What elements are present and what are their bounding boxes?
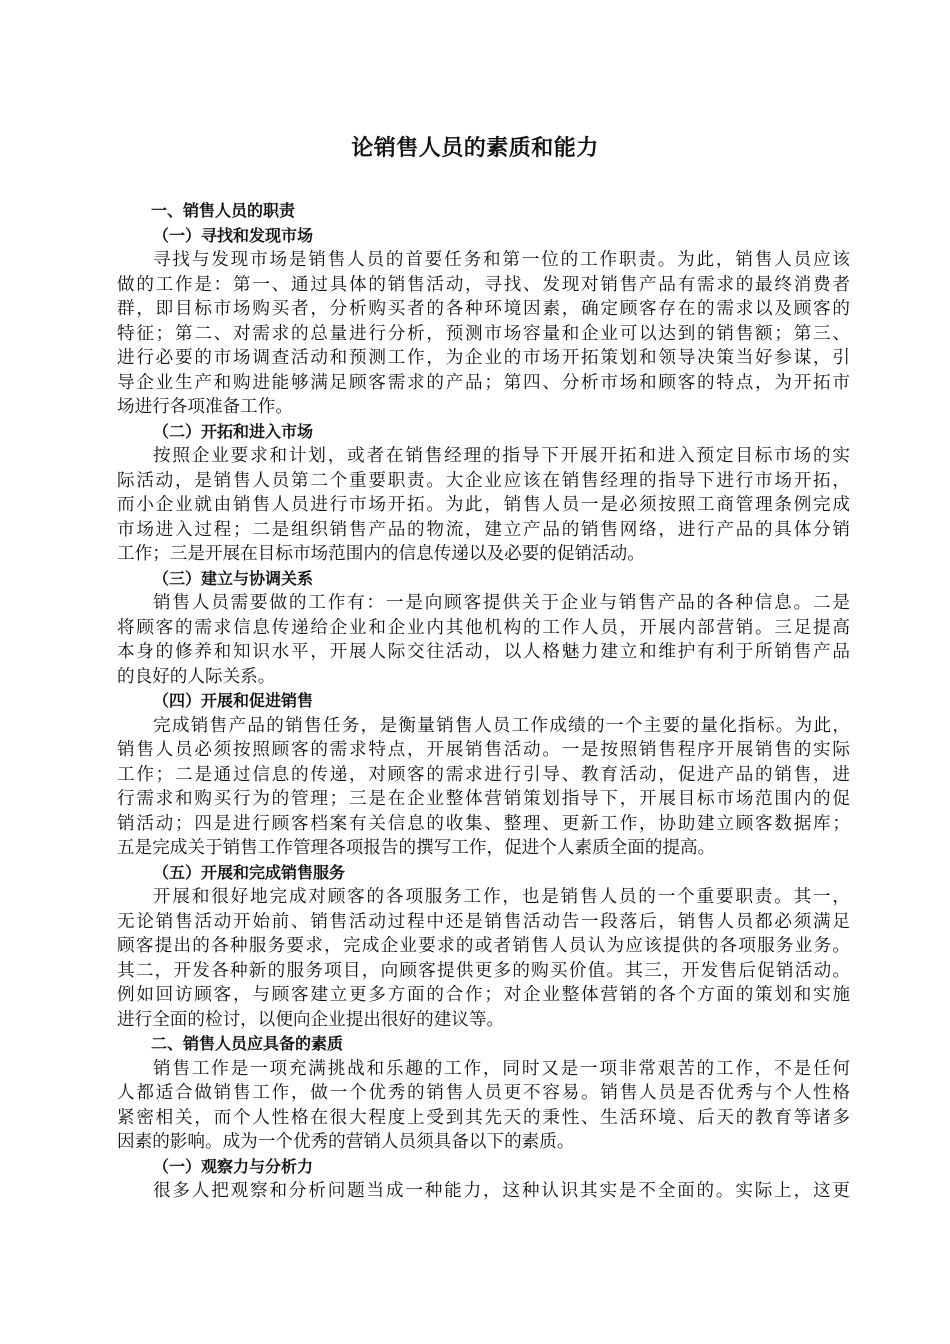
paragraph-line: 工作；二是通过信息的传递，对顾客的需求进行引导、教育活动，促进产品的销售，进: [117, 764, 850, 785]
paragraph-line: 人都适合做销售工作，做一个优秀的销售人员更不容易。销售人员是否优秀与个人性格: [117, 1083, 850, 1103]
paragraph-line: 顾客提出的各种服务要求，完成企业要求的或者销售人员认为应该提供的各项服务业务。: [117, 936, 850, 956]
paragraph-line: 五是完成关于销售工作管理各项报告的撰写工作，促进个人素质全面的提高。: [117, 838, 716, 858]
paragraph-first-line: 很多人把观察和分析问题当成一种能力，这种认识其实是不全面的。实际上，这更: [153, 1181, 850, 1201]
paragraph-line: 将顾客的需求信息传递给企业和企业内其他机构的工作人员，开展内部营销。三足提高: [117, 617, 850, 638]
paragraph-line: 销活动；四是进行顾客档案有关信息的收集、整理、更新工作，协助建立顾客数据库；: [117, 813, 850, 834]
paragraph-line: 市场进入过程；二是组织销售产品的物流，建立产品的销售网络，进行产品的具体分销: [117, 519, 850, 540]
paragraph-line: 本身的修养和知识水平，开展人际交往活动，以人格魅力建立和维护有利于所销售产品: [117, 642, 850, 662]
paragraph-first-line: 销售人员需要做的工作有：一是向顾客提供关于企业与销售产品的各种信息。二是: [153, 593, 850, 613]
document-body: [117, 199, 850, 1204]
subsection-heading: （一）观察力与分析力: [153, 1156, 314, 1176]
paragraph-first-line: 销售工作是一项充满挑战和乐趣的工作，同时又是一项非常艰苦的工作，不是任何: [153, 1058, 850, 1079]
subsection-heading: （一）寻找和发现市场: [153, 225, 314, 245]
section-heading: 一、销售人员的职责: [151, 201, 296, 220]
paragraph-line: 进行全面的检讨，以便向企业提出很好的建议等。: [117, 1009, 505, 1030]
paragraph-line: 而小企业就由销售人员进行市场开拓。为此，销售人员一是必须按照工商管理条例完成: [117, 495, 850, 515]
paragraph-first-line: 寻找与发现市场是销售人员的首要任务和第一位的工作职责。为此，销售人员应该: [153, 250, 850, 270]
subsection-heading: （四）开展和促进销售: [153, 691, 314, 710]
paragraph-line: 导企业生产和购进能够满足顾客需求的产品；第四、分析市场和顾客的特点，为开拓市: [117, 372, 850, 393]
paragraph-line: 例如回访顾客，与顾客建立更多方面的合作；对企业整体营销的各个方面的策划和实施: [117, 985, 850, 1005]
paragraph-line: 进行必要的市场调查活动和预测工作，为企业的市场开拓策划和领导决策当好参谋，引: [117, 348, 850, 368]
paragraph-first-line: 开展和很好地完成对顾客的各项服务工作，也是销售人员的一个重要职责。其一，: [153, 887, 850, 907]
paragraph-first-line: 完成销售产品的销售任务，是衡量销售人员工作成绩的一个主要的量化指标。为此，: [153, 715, 850, 736]
paragraph-line: 行需求和购买行为的管理；三是在企业整体营销策划指导下，开展目标市场范围内的促: [117, 789, 850, 809]
subsection-heading: （三）建立与协调关系: [153, 568, 314, 588]
paragraph-line: 无论销售活动开始前、销售活动过程中还是销售活动告一段落后，销售人员都必须满足: [117, 911, 850, 932]
paragraph-line: 紧密相关，而个人性格在很大程度上受到其先天的秉性、生活环境、后天的教育等诸多: [117, 1107, 850, 1128]
paragraph-line: 因素的影响。成为一个优秀的营销人员须具备以下的素质。: [117, 1132, 575, 1152]
paragraph-line: 做的工作是：第一、通过具体的销售活动，寻找、发现对销售产品有需求的最终消费者: [117, 274, 850, 295]
paragraph-line: 工作；三是开展在目标市场范围内的信息传递以及必要的促销活动。: [117, 544, 645, 564]
paragraph-line: 群，即目标市场购买者，分析购买者的各种环境因素，确定顾客存在的需求以及顾客的: [117, 299, 850, 319]
paragraph-line: 场进行各项准备工作。: [117, 397, 293, 417]
paragraph-first-line: 按照企业要求和计划，或者在销售经理的指导下开展开拓和进入预定目标市场的实: [153, 446, 850, 466]
paragraph-line: 其二，开发各种新的服务项目，向顾客提供更多的购买价值。其三，开发售后促销活动。: [117, 960, 850, 981]
subsection-heading: （二）开拓和进入市场: [153, 421, 314, 441]
paragraph-line: 的良好的人际关系。: [117, 666, 276, 687]
paragraph-line: 销售人员必须按照顾客的需求特点，开展销售活动。一是按照销售程序开展销售的实际: [117, 740, 850, 760]
subsection-heading: （五）开展和完成销售服务: [153, 862, 346, 882]
page-title: 论销售人员的素质和能力: [351, 136, 599, 161]
paragraph-line: 特征；第二、对需求的总量进行分析，预测市场容量和企业可以达到的销售额；第三、: [117, 323, 850, 344]
section-heading: 二、销售人员应具备的素质: [151, 1034, 344, 1053]
paragraph-line: 际活动，是销售人员第二个重要职责。大企业应该在销售经理的指导下进行市场开拓，: [117, 470, 850, 491]
